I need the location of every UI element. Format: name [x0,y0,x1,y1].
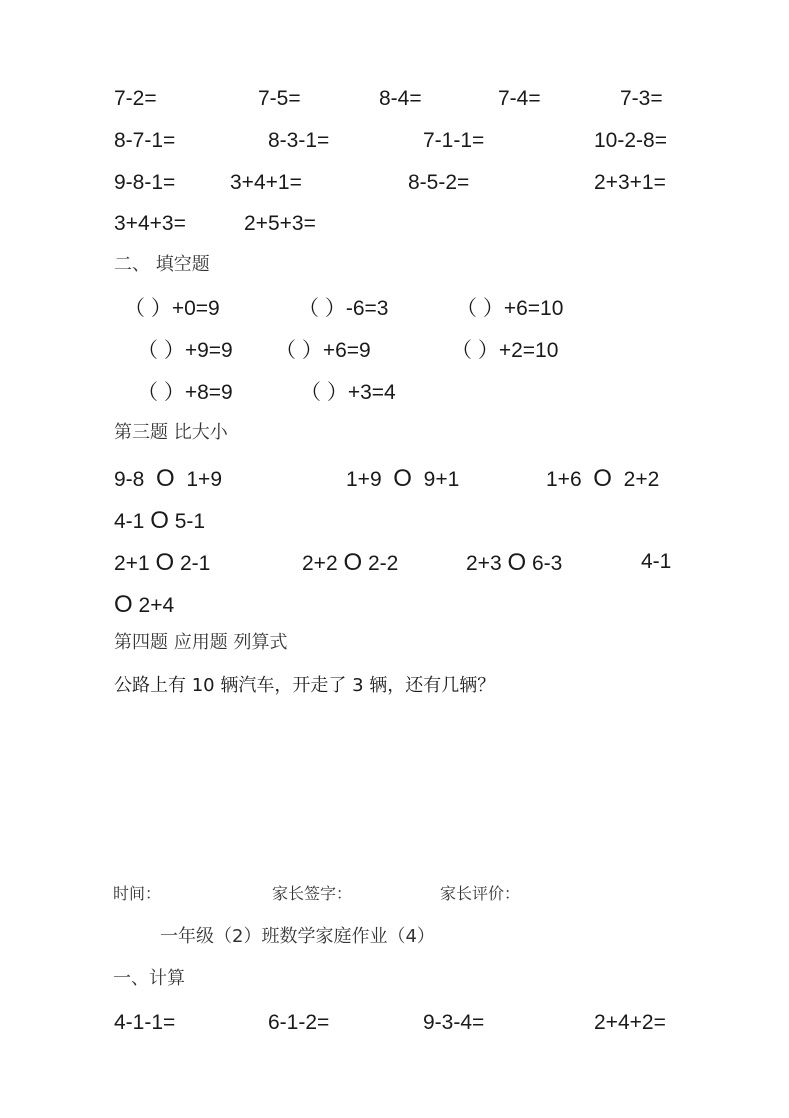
fill-blank-item: （ ）+6=9 [275,339,371,362]
calc-item: 9-8-1= [114,171,176,194]
section-title: 二、 填空题 [114,254,210,275]
section-title: 一、计算 [113,968,185,989]
fill-blank-item: （ ）+3=4 [300,381,396,404]
compare-item: 2+3 O 6-3 [466,549,563,576]
fill-blank-item: （ ）-6=3 [298,297,389,320]
blank-parens[interactable]: （ ） [275,339,323,362]
blank-parens[interactable]: （ ） [451,339,499,362]
compare-item: 2+1 O 2-1 [114,549,211,576]
compare-circle[interactable]: O [507,549,527,576]
calc-item: 2+4+2= [594,1011,666,1034]
compare-item: 2+2 O 2-2 [302,549,399,576]
parent-eval-label: 家长评价： [440,884,521,903]
calc-item: 7-1-1= [423,129,485,152]
word-problem: 公路上有 10 辆汽车，开走了 3 辆，还有几辆？ [114,675,496,696]
calc-item: 8-7-1= [114,129,176,152]
compare-circle[interactable]: O [114,591,133,618]
compare-circle[interactable]: O [343,549,363,576]
calc-item: 4-1-1= [114,1011,176,1034]
compare-item: 1+6 O 2+2 [546,465,660,492]
calc-item: 10-2-8= [594,129,667,152]
calc-item: 7-4= [498,87,541,110]
fill-blank-item: （ ）+8=9 [137,381,233,404]
calc-item: 3+4+3= [114,212,186,235]
calc-item: 7-2= [114,87,157,110]
section-title: 第三题 比大小 [114,422,228,443]
compare-circle[interactable]: O [150,507,169,534]
blank-parens[interactable]: （ ） [300,381,348,404]
calc-item: 3+4+1= [230,171,302,194]
fill-blank-item: （ ）+6=10 [456,297,564,320]
calc-item: 7-3= [620,87,663,110]
compare-circle[interactable]: O [593,465,612,492]
compare-circle[interactable]: O [155,549,175,576]
calc-item: 7-5= [258,87,301,110]
calc-item: 9-3-4= [423,1011,485,1034]
calc-item: 6-1-2= [268,1011,330,1034]
compare-item-left: 4-1 [641,550,672,573]
blank-parens[interactable]: （ ） [298,297,346,320]
compare-item: 1+9 O 9+1 [346,465,460,492]
compare-item: 9-8 O 1+9 [114,465,222,492]
calc-item: 8-3-1= [268,129,330,152]
compare-circle[interactable]: O [393,465,412,492]
fill-blank-item: （ ）+9=9 [137,339,233,362]
compare-item: 4-1 O 5-1 [114,507,206,534]
sheet-title: 一年级（2）班数学家庭作业（4） [160,926,435,947]
compare-circle[interactable]: O [156,465,175,492]
fill-blank-item: （ ）+2=10 [451,339,559,362]
blank-parens[interactable]: （ ） [137,339,185,362]
parent-sign-label: 家长签字： [272,884,353,903]
calc-item: 2+5+3= [244,212,316,235]
calc-item: 8-4= [379,87,422,110]
blank-parens[interactable]: （ ） [456,297,504,320]
section-title: 第四题 应用题 列算式 [114,632,288,653]
fill-blank-item: （ ）+0=9 [124,297,220,320]
time-label: 时间： [113,884,162,903]
blank-parens[interactable]: （ ） [124,297,172,320]
blank-parens[interactable]: （ ） [137,381,185,404]
calc-item: 8-5-2= [408,171,470,194]
compare-item-right: O 2+4 [114,591,175,618]
calc-item: 2+3+1= [594,171,666,194]
